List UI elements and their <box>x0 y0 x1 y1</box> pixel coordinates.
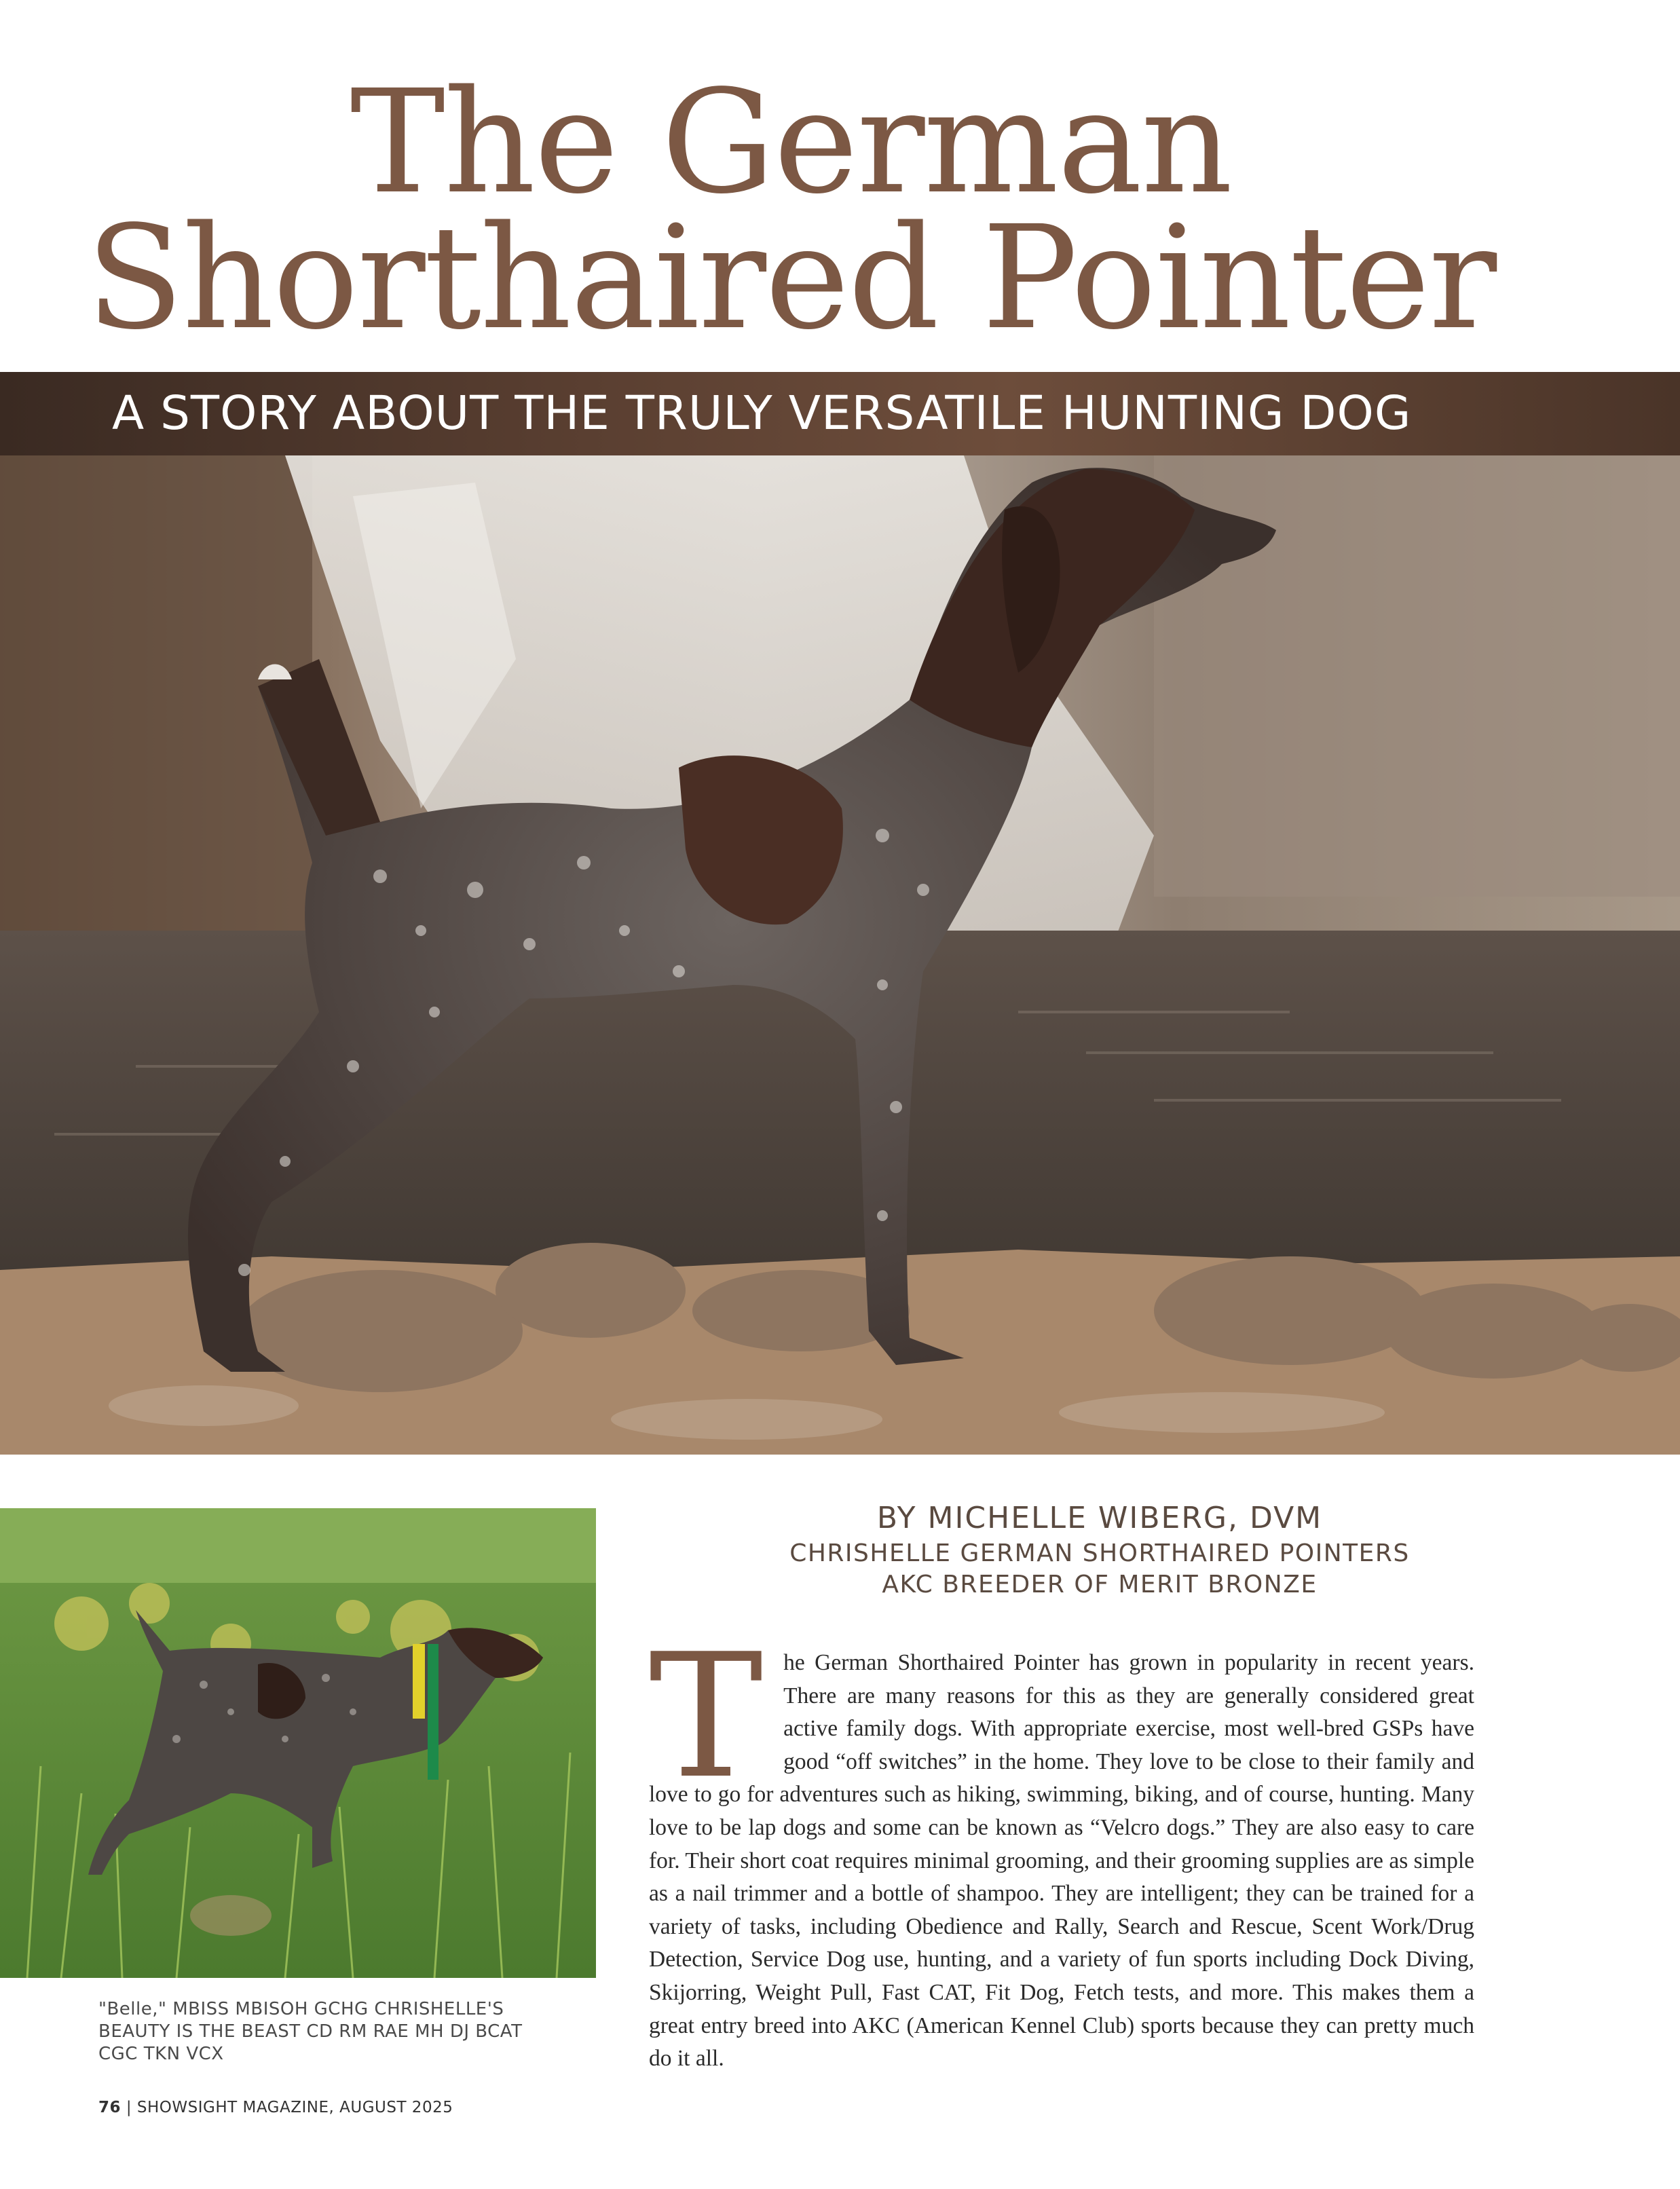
hero-photo-illustration <box>0 455 1680 1455</box>
byline-author: BY MICHELLE WIBERG, DVM <box>876 1501 1323 1535</box>
drop-cap: T <box>649 1617 764 1816</box>
photo-caption: "Belle," MBISS MBISOH GCHG CHRISHELLE'S BEAUTY IS THE BEAST CD RM RAE MH DJ BCAT CGC TKN VCX <box>98 1999 523 2064</box>
page-number: 76 <box>98 2099 122 2116</box>
hero-photo <box>0 455 1680 1455</box>
byline <box>706 1499 1493 1601</box>
headline <box>0 59 1582 361</box>
inset-photo-illustration <box>0 1508 596 1978</box>
article-text: he German Shorthaired Pointer has grown in popularity in recent years. There are many reasons for this as they are generally considered great active family dogs. With appropriate exercise, most well-bred GSPs have good “off switches” in the home. They love to be close to their family and love to go for adventures such as hiking, swimming, biking, and of course, hunting. Many love to be lap dogs and some can be known as “Velcro dogs.” They are also easy to care for. Their short coat requires minimal grooming, and their grooming supplies are as simple as a nail trimmer and a bottle of shampoo. They are intelligent; they can be trained for a variety of tasks, including Obedience and Rally, Search and Rescue, Scent Work/Drug Detection, Service Dog use, hunting, and a variety of fun sports including Dock Diving, Skijorring, Weight Pull, Fast CAT, Fit Dog, Fetch tests, and more. This makes them a great entry breed into AKC (American Kennel Club) sports because they can pretty much do it all. <box>649 1650 1474 2072</box>
byline-affiliation-2: AKC BREEDER OF MERIT BRONZE <box>882 1571 1318 1598</box>
page-footer <box>98 2099 453 2116</box>
headline-line-1: The German <box>350 59 1232 225</box>
subheadline-banner <box>0 372 1680 455</box>
headline-line-2: Shorthaired Pointer <box>86 195 1496 361</box>
subheadline: A STORY ABOUT THE TRULY VERSATILE HUNTING DOG <box>112 386 1412 441</box>
article-body <box>649 1617 1474 2076</box>
inset-photo <box>0 1508 596 1978</box>
footer-separator: | <box>121 2099 137 2116</box>
byline-affiliation-1: CHRISHELLE GERMAN SHORTHAIRED POINTERS <box>789 1539 1410 1567</box>
publication-name: SHOWSIGHT MAGAZINE, AUGUST 2025 <box>136 2099 453 2116</box>
